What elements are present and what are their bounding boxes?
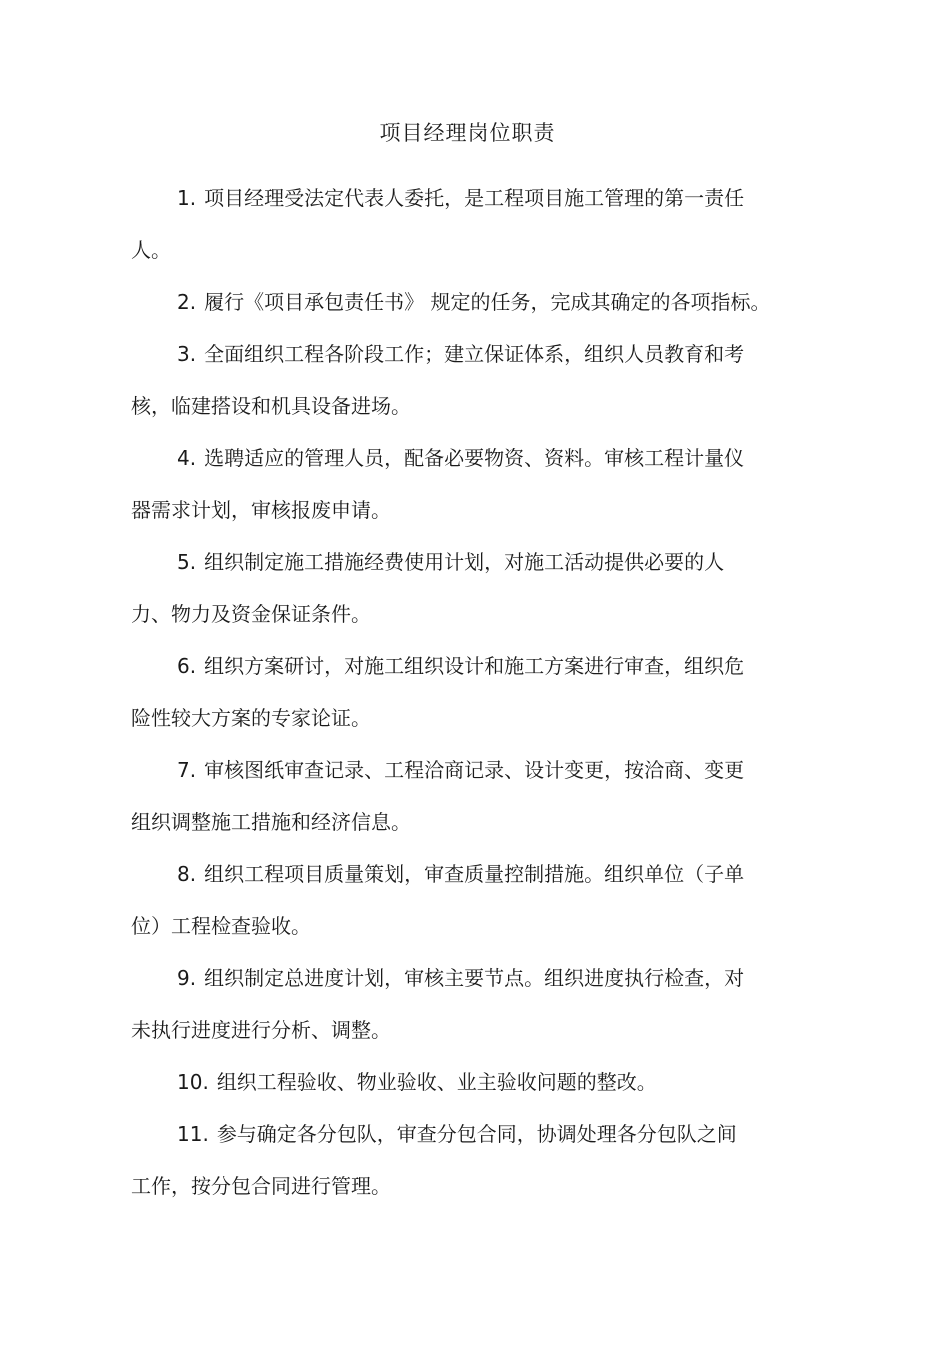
item-text: 组织制定施工措施经费使用计划，对施工活动提供必要的人 <box>204 550 725 574</box>
item-first-line <box>131 185 791 211</box>
list-item <box>131 445 791 523</box>
item-first-line <box>131 1121 791 1147</box>
item-number: 2. <box>177 290 197 314</box>
item-number: 3. <box>177 342 197 366</box>
item-continuation: 工作，按分包合同进行管理。 <box>131 1174 391 1198</box>
item-first-line <box>131 549 791 575</box>
list-item <box>131 965 791 1043</box>
item-number: 1. <box>177 186 197 210</box>
list-item <box>131 757 791 835</box>
item-text: 参与确定各分包队，审查分包合同，协调处理各分包队之间 <box>216 1122 737 1146</box>
list-item <box>131 653 791 731</box>
list-item <box>131 289 791 315</box>
item-number: 8. <box>177 862 197 886</box>
item-text: 组织工程验收、物业验收、业主验收问题的整改。 <box>216 1070 657 1094</box>
item-first-line <box>131 653 791 679</box>
list-item <box>131 861 791 939</box>
item-number: 4. <box>177 446 197 470</box>
item-number: 7. <box>177 758 197 782</box>
item-text: 全面组织工程各阶段工作；建立保证体系，组织人员教育和考 <box>204 342 745 366</box>
item-number: 9. <box>177 966 197 990</box>
list-item <box>131 549 791 627</box>
item-continuation: 核，临建搭设和机具设备进场。 <box>131 394 411 418</box>
list-item <box>131 185 791 263</box>
item-continuation: 人。 <box>131 238 171 262</box>
item-continuation: 位）工程检查验收。 <box>131 914 311 938</box>
item-text: 组织工程项目质量策划，审查质量控制措施。组织单位（子单 <box>204 862 745 886</box>
item-first-line <box>131 445 791 471</box>
item-text: 选聘适应的管理人员，配备必要物资、资料。审核工程计量仪 <box>204 446 745 470</box>
item-continuation: 力、物力及资金保证条件。 <box>131 602 371 626</box>
item-first-line <box>131 965 791 991</box>
item-number: 5. <box>177 550 197 574</box>
item-first-line <box>131 861 791 887</box>
item-text: 项目经理受法定代表人委托，是工程项目施工管理的第一责任 <box>204 186 745 210</box>
item-first-line <box>131 289 791 315</box>
item-number: 6. <box>177 654 197 678</box>
item-continuation: 险性较大方案的专家论证。 <box>131 706 371 730</box>
item-text: 组织方案研讨，对施工组织设计和施工方案进行审查，组织危 <box>204 654 745 678</box>
list-item <box>131 1069 791 1095</box>
list-item <box>131 1121 791 1199</box>
item-continuation: 未执行进度进行分析、调整。 <box>131 1018 391 1042</box>
item-continuation: 组织调整施工措施和经济信息。 <box>131 810 411 834</box>
list-item <box>131 341 791 419</box>
duty-list <box>131 185 791 1199</box>
item-continuation: 器需求计划，审核报废申请。 <box>131 498 391 522</box>
item-text: 审核图纸审查记录、工程洽商记录、设计变更，按洽商、变更 <box>204 758 745 782</box>
item-first-line <box>131 757 791 783</box>
item-first-line <box>131 1069 791 1095</box>
item-number: 11. <box>177 1122 209 1146</box>
page-title: 项目经理岗位职责 <box>379 121 556 145</box>
item-text: 履行《项目承包责任书》 规定的任务，完成其确定的各项指标。 <box>204 290 771 314</box>
item-number: 10. <box>177 1070 209 1094</box>
item-first-line <box>131 341 791 367</box>
item-text: 组织制定总进度计划，审核主要节点。组织进度执行检查，对 <box>204 966 745 990</box>
